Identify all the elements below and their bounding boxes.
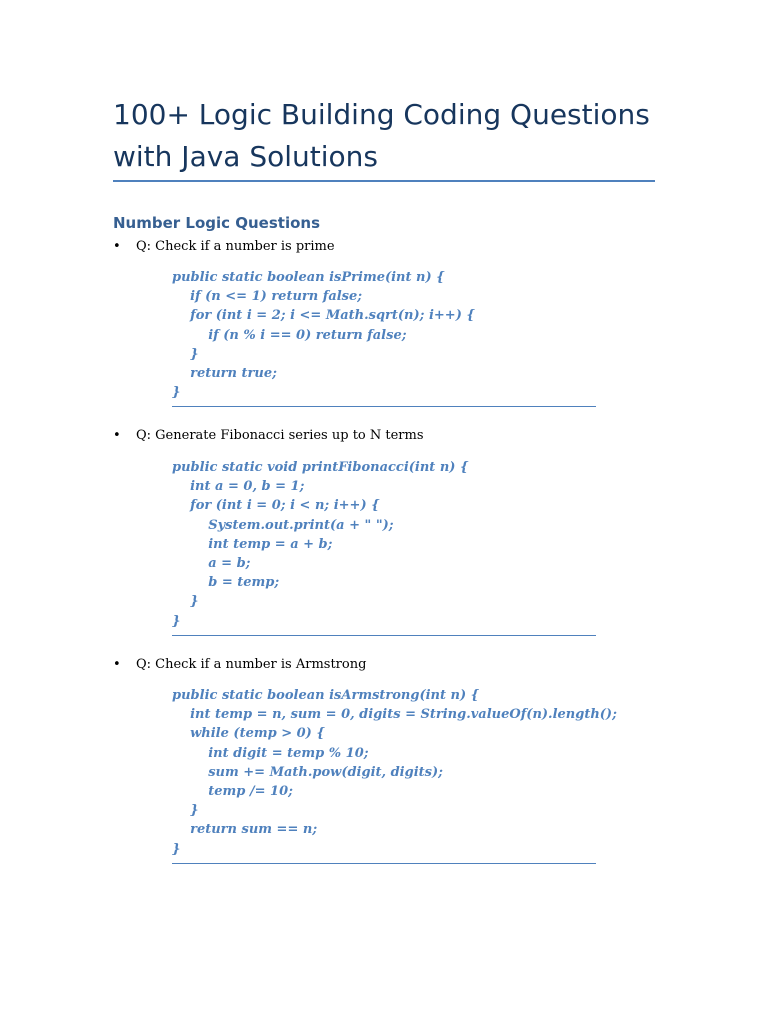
- bullet: •: [113, 657, 121, 672]
- question-text: Q: Check if a number is Armstrong: [136, 657, 367, 672]
- title-underline: [113, 180, 655, 182]
- code-divider: [172, 635, 596, 636]
- question-text: Q: Generate Fibonacci series up to N terms: [136, 428, 424, 443]
- document-title: 100+ Logic Building Coding Questions with Java Solutions: [113, 98, 650, 173]
- code-block: public static boolean isArmstrong(int n) { int temp = n, sum = 0, digits = String.valueOf(n).length(); while (temp > 0) { int digit = temp % 10; sum += Math.pow(digit, digits); temp /= 10; } return sum == n; }: [172, 688, 617, 857]
- bullet: •: [113, 239, 121, 254]
- code-block: public static boolean isPrime(int n) { if (n <= 1) return false; for (int i = 2; i <= Math.sqrt(n); i++) { if (n % i == 0) return false; } return true; }: [172, 270, 475, 401]
- bullet: •: [113, 428, 121, 443]
- code-divider: [172, 863, 596, 864]
- code-divider: [172, 406, 596, 407]
- section-heading: Number Logic Questions: [113, 214, 321, 232]
- code-block: public static void printFibonacci(int n) { int a = 0, b = 1; for (int i = 0; i < n; i++) { System.out.print(a + " "); int temp = a + b; a = b; b = temp; } }: [172, 460, 469, 629]
- question-text: Q: Check if a number is prime: [136, 239, 335, 254]
